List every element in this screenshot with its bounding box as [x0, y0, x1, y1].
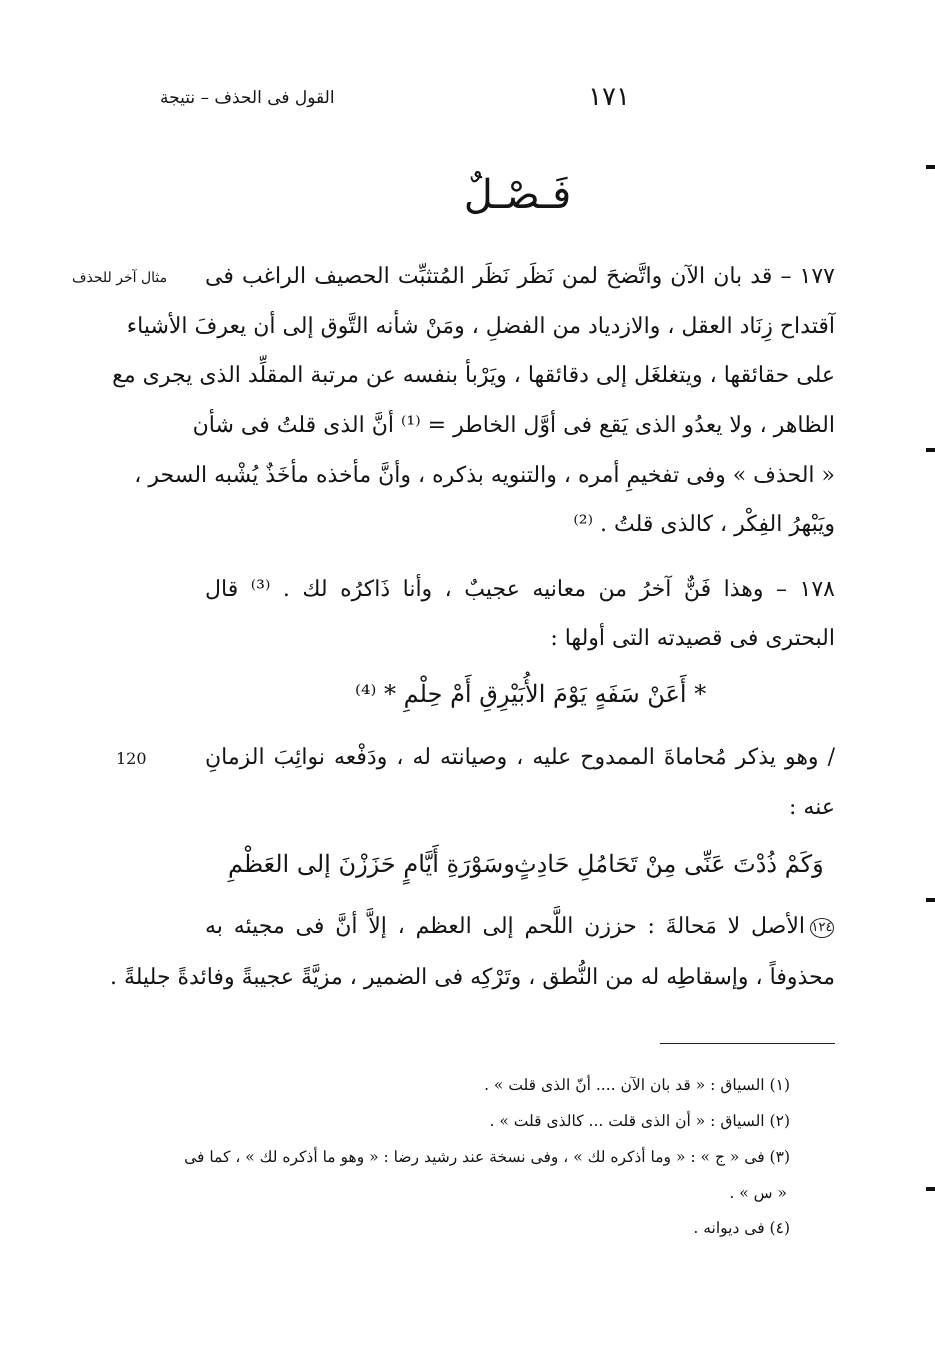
- section-title: فَـصْـلٌ: [463, 172, 572, 218]
- footnote: [484, 1076, 790, 1094]
- page-number: ١٧١: [588, 82, 630, 112]
- text-line: عنه :: [789, 795, 835, 820]
- footnote-number: (٢): [769, 1112, 790, 1130]
- text-line: ١٧٨ – وهذا فَنٌّ آخرُ من معانيه عجيبٌ ، وأنا ذَاكرُه لك . ⁽³⁾ قال: [205, 577, 835, 602]
- scan-edge-mark: [926, 165, 935, 169]
- text-line: البحترى فى قصيدته التى أولها :: [550, 626, 835, 651]
- footnote: [490, 1112, 790, 1130]
- footnote: [184, 1148, 790, 1166]
- footnote-number: (١): [769, 1076, 790, 1094]
- running-header: [160, 82, 630, 118]
- footnote-text: السياق : « قد بان الآن .... أنّ الذى قلت » .: [484, 1076, 765, 1094]
- scan-edge-mark: [926, 898, 935, 902]
- verse-hemistich: وَكَمْ ذُدْتَ عَنِّى مِنْ تَحَامُلِ حَادِثٍ: [514, 850, 824, 878]
- footnote-number: (٣): [769, 1148, 790, 1166]
- text-line: محذوفاً ، وإسقاطِه له من النُّطق ، وتَرْكِه فى الضمير ، مزيَّةً عجيبةً وفائدةً جليلةً .: [109, 965, 835, 990]
- text-line: آقتداح زِنَاد العقل ، والازدياد من الفضلِ ، ومَنْ شأنه التَّوق إلى أن يعرفَ الأشياء: [126, 314, 835, 339]
- text-line: ويَبْهرُ الفِكْر ، كالذى قلتُ . ⁽²⁾: [573, 512, 835, 537]
- footnote: [693, 1219, 790, 1237]
- edition-page-number: 120: [116, 749, 147, 768]
- section-marker: ١٢٤: [810, 918, 834, 938]
- running-title: القول فى الحذف – نتيجة: [160, 88, 335, 108]
- scan-edge-mark: [926, 1187, 935, 1191]
- footnote-text: فى ديوانه .: [693, 1219, 765, 1237]
- margin-note: مثال آخر للحذف: [72, 270, 168, 286]
- footnote-continuation: « س » .: [729, 1184, 787, 1202]
- footnote-text: السياق : « أن الذى قلت ... كالذى قلت » .: [489, 1112, 765, 1130]
- text-line: الظاهر ، ولا يعدُو الذى يَقع فى أوَّل الخاطر = ⁽¹⁾ أنَّ الذى قلتُ فى شأن: [192, 413, 835, 438]
- text-line: « الحذف » وفى تفخيمِ أمره ، والتنويه بذكره ، وأنَّ مأخذه مأخَذٌ يُشْبه السحر ،: [134, 463, 835, 488]
- footnote-text: فى « ج » : « وما أذكره لك » ، وفى نسخة عند رشيد رضا : « وهو ما أذكره لك » ، كما فى: [184, 1148, 765, 1166]
- text-line: على حقائقها ، ويتغلغَل إلى دقائقها ، ويَرْبأ بنفسه عن مرتبة المقلِّد الذى يجرى مع: [112, 363, 835, 388]
- scan-edge-mark: [926, 448, 935, 452]
- text-line: / وهو يذكر مُحاماةَ الممدوح عليه ، وصيانته له ، ودَفْعه نوائِبَ الزمانِ: [205, 745, 835, 770]
- text-line: ١٧٧ – قد بان الآن واتَّضحَ لمن نَظَر نَظَر المُتثبِّت الحصيف الراغب فى: [205, 264, 835, 289]
- verse-hemistich: وسَوْرَةِ أَيَّامٍ حَزَزْنَ إلى العَظْمِ: [228, 850, 515, 878]
- footnote-divider: [660, 1043, 835, 1044]
- verse-line: * أَعَنْ سَفَهٍ يَوْمَ الأُبَيْرِقِ أَمْ حِلْمِ * ⁽⁴⁾: [355, 680, 707, 708]
- text-line: الأصل لا مَحالةَ : حززن اللَّحم إلى العظم ، إلاَّ أنَّ فى مجيئه به: [205, 914, 805, 939]
- footnote-number: (٤): [769, 1219, 790, 1237]
